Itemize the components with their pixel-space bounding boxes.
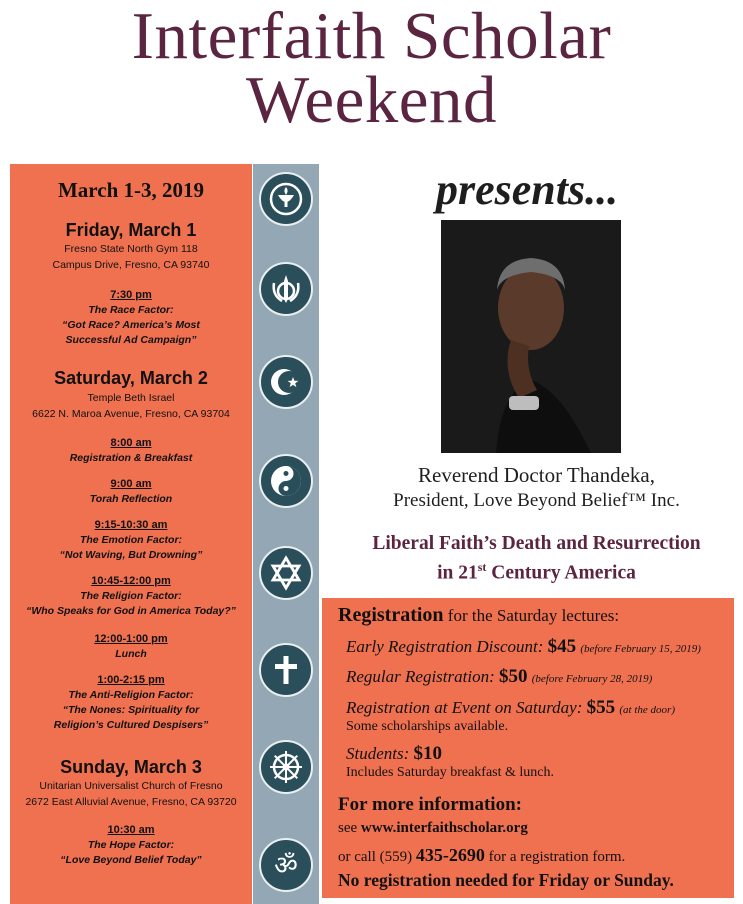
student-registration: Students: $10	[346, 743, 443, 764]
sunday-address-1: Unitarian Universalist Church of Fresno	[39, 780, 223, 792]
sat-event-3-time: 9:15-10:30 am	[94, 519, 168, 531]
sat-event-3-desc-1: The Emotion Factor:	[79, 534, 183, 546]
sat-event-1-time: 8:00 am	[110, 437, 152, 449]
no-registration-note: No registration needed for Friday or Sunday.	[338, 870, 674, 890]
sat-event-6-desc-1: The Anti-Religion Factor:	[68, 689, 194, 701]
lecture-topic-line-1: Liberal Faith’s Death and Resurrection	[372, 533, 701, 554]
sat-event-6-desc-3: Religion’s Cultured Despisers”	[53, 719, 209, 731]
sunday-desc-2: “Love Beyond Belief Today”	[60, 854, 202, 866]
crescent-star-icon	[259, 355, 313, 409]
sat-event-6-desc-2: “The Nones: Spirituality for	[62, 704, 200, 716]
sat-event-2-desc: Torah Reflection	[89, 493, 173, 505]
sat-event-2-time: 9:00 am	[110, 478, 152, 490]
sat-event-4-desc-1: The Religion Factor:	[80, 590, 182, 602]
sat-event-5-time: 12:00-1:00 pm	[94, 633, 168, 645]
phone-line: or call (559) 435-2690 for a registration form.	[338, 845, 626, 865]
sunday-desc-1: The Hope Factor:	[87, 839, 175, 851]
registration-heading: Registration for the Saturday lectures:	[338, 604, 620, 626]
yin-yang-icon	[259, 454, 313, 508]
sat-event-6-time: 1:00-2:15 pm	[97, 674, 165, 686]
phone-number[interactable]: 435-2690	[415, 845, 485, 865]
page-title	[0, 0, 743, 137]
early-registration: Early Registration Discount: $45 (before February 15, 2019)	[346, 636, 701, 657]
title-line-2: Weekend	[245, 63, 498, 137]
sat-event-5-desc: Lunch	[115, 648, 147, 660]
title-line-1: Interfaith Scholar	[131, 0, 612, 73]
sat-event-4-time: 10:45-12:00 pm	[91, 575, 171, 587]
lecture-topic-line-2: in 21st Century America	[437, 560, 636, 584]
friday-address-2: Campus Drive, Fresno, CA 93740	[52, 259, 210, 271]
saturday-address-1: Temple Beth Israel	[87, 392, 175, 404]
speaker-role: President, Love Beyond Belief™ Inc.	[393, 490, 680, 511]
friday-desc-2: “Got Race? America’s Most	[62, 319, 200, 331]
chalice-icon	[259, 172, 313, 226]
saturday-heading: Saturday, March 2	[54, 368, 208, 388]
cross-icon	[259, 643, 313, 697]
khanda-icon	[259, 262, 313, 316]
friday-time: 7:30 pm	[110, 289, 152, 301]
sat-event-1-desc: Registration & Breakfast	[69, 452, 193, 464]
sunday-time: 10:30 am	[107, 824, 155, 836]
friday-desc-1: The Race Factor:	[88, 304, 174, 316]
regular-registration: Regular Registration: $50 (before February 28, 2019)	[346, 666, 653, 687]
website-line: see www.interfaithscholar.org	[338, 820, 528, 836]
more-info-heading: For more information:	[338, 794, 522, 815]
speaker-name: Reverend Doctor Thandeka,	[418, 463, 655, 487]
event-registration: Registration at Event on Saturday: $55 (at the door)	[346, 697, 675, 718]
dharma-wheel-icon	[259, 740, 313, 794]
friday-heading: Friday, March 1	[65, 220, 197, 240]
friday-address-1: Fresno State North Gym 118	[64, 243, 198, 255]
website-link[interactable]: www.interfaithscholar.org	[360, 820, 528, 836]
schedule-panel	[10, 164, 252, 904]
svg-text:ॐ: ॐ	[274, 851, 298, 881]
sat-event-4-desc-2: “Who Speaks for God in America Today?”	[26, 605, 236, 617]
friday-desc-3: Successful Ad Campaign”	[65, 334, 197, 346]
om-icon	[259, 838, 313, 892]
star-of-david-icon	[259, 546, 313, 600]
sunday-heading: Sunday, March 3	[60, 757, 202, 777]
includes-note: Includes Saturday breakfast & lunch.	[346, 765, 554, 780]
scholarships-note: Some scholarships available.	[346, 719, 509, 734]
sunday-address-2: 2672 East Alluvial Avenue, Fresno, CA 93720	[25, 796, 237, 808]
speaker-photo	[441, 220, 621, 453]
sat-event-3-desc-2: “Not Waving, But Drowning”	[59, 549, 203, 561]
saturday-address-2: 6622 N. Maroa Avenue, Fresno, CA 93704	[32, 408, 230, 420]
event-dates: March 1-3, 2019	[57, 178, 204, 202]
presents-text: presents...	[436, 165, 619, 214]
registration-box	[322, 598, 734, 898]
